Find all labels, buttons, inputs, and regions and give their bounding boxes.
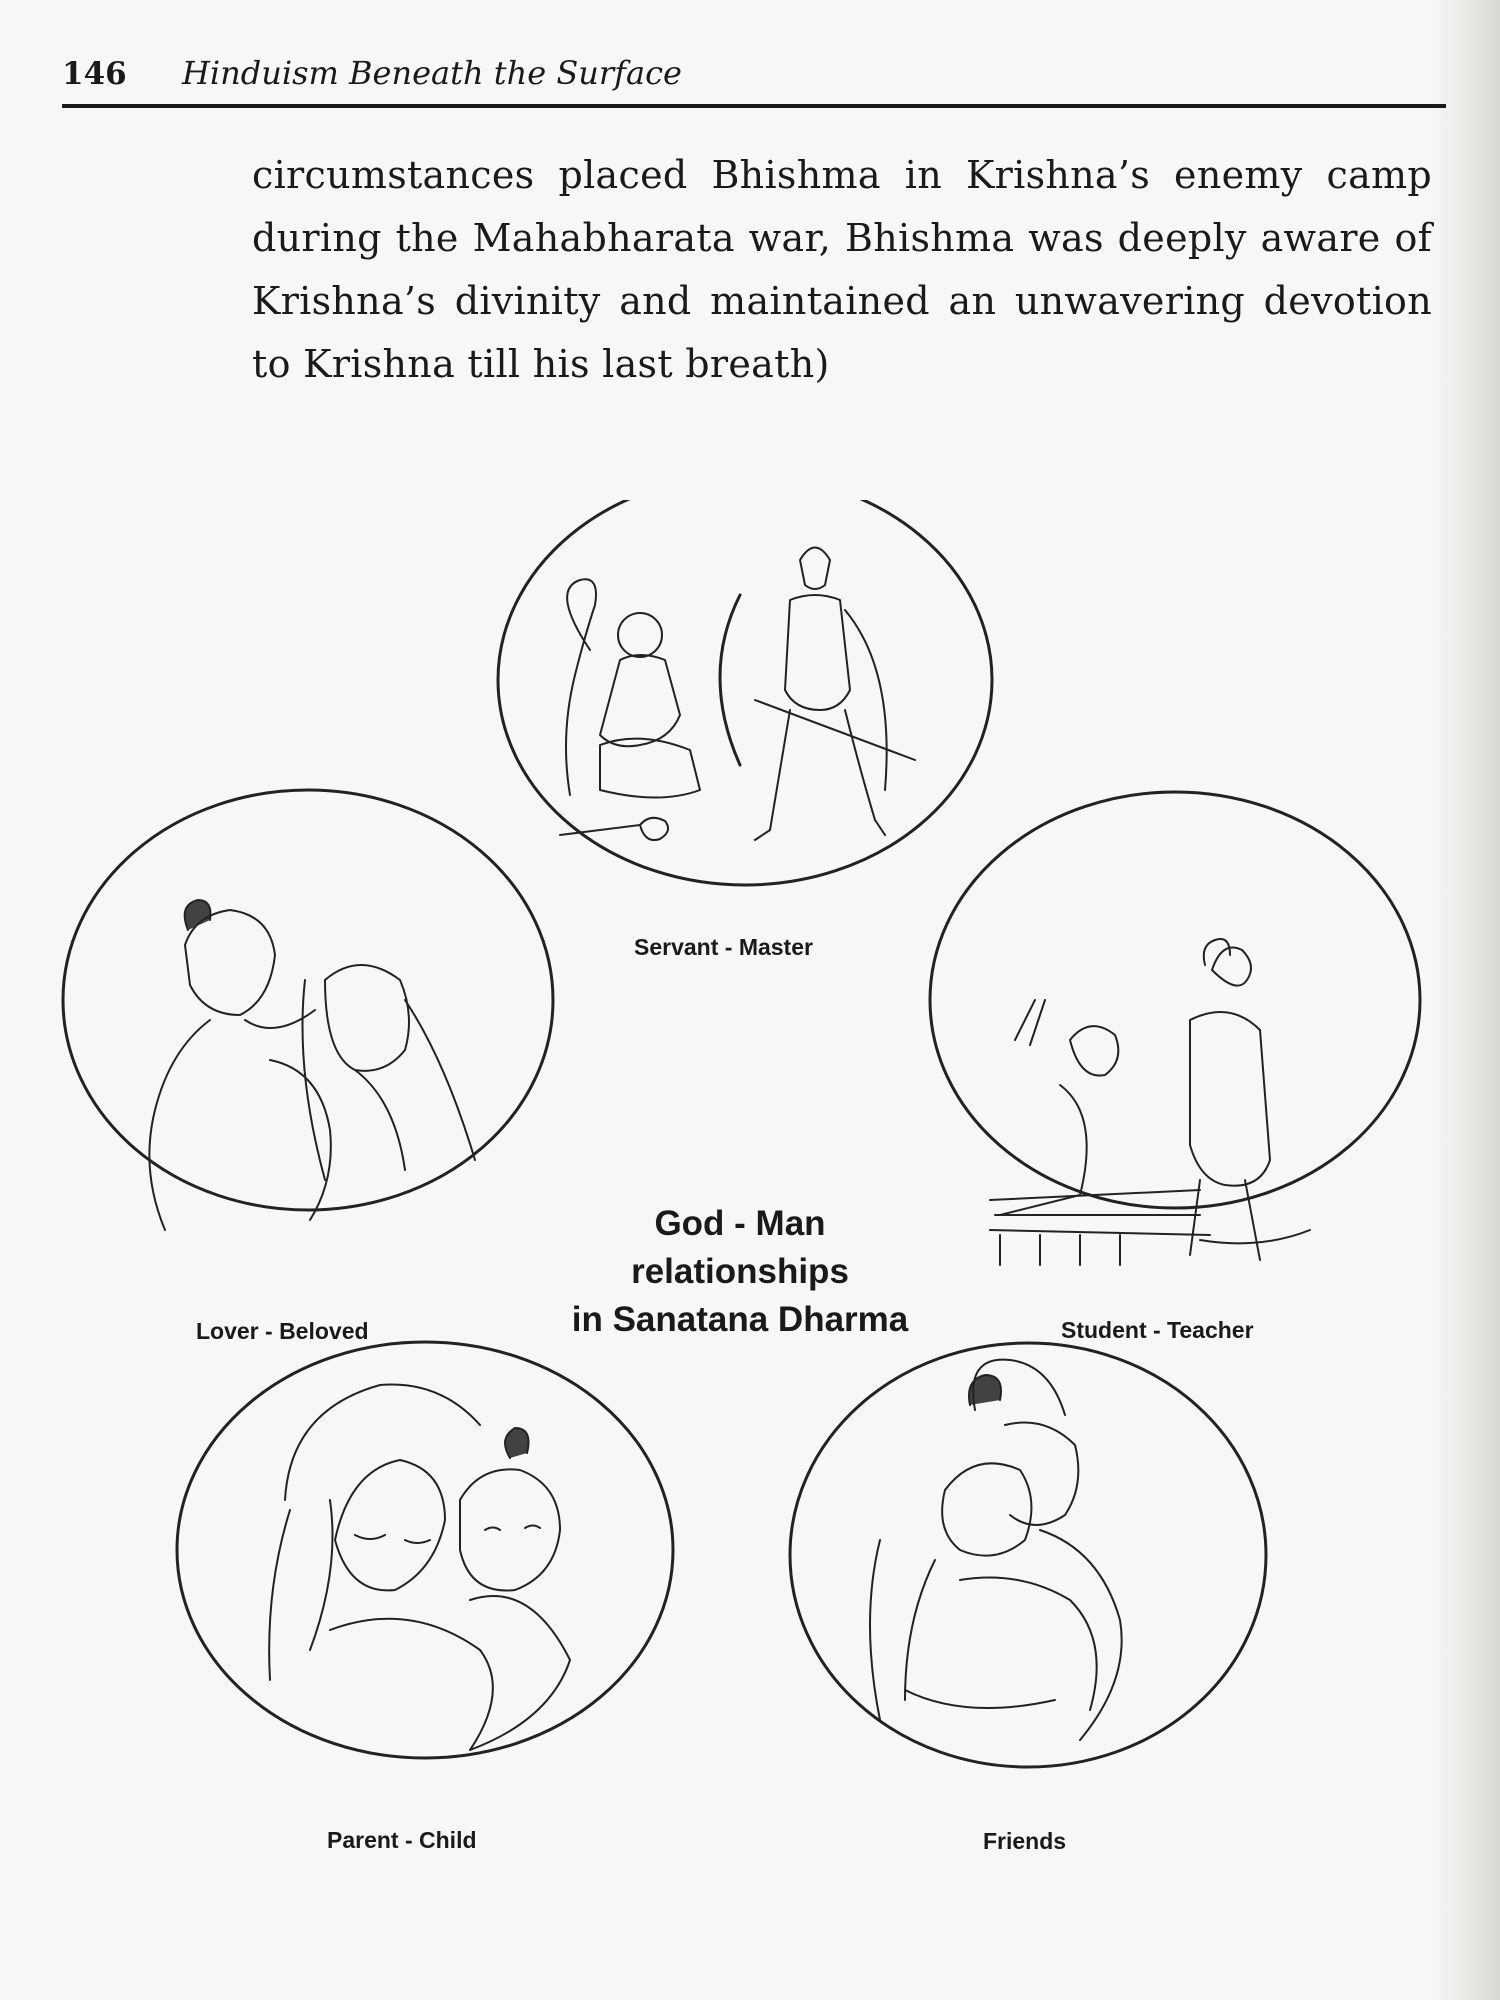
caption-parent-child: Parent - Child — [327, 1827, 477, 1853]
illustration-lover-beloved — [63, 790, 553, 1230]
running-header — [62, 50, 1442, 110]
page-number: 146 — [62, 56, 127, 92]
figure-title-line1: God - Man — [654, 1204, 826, 1243]
caption-lover-beloved: Lover - Beloved — [196, 1318, 369, 1344]
illustration-student-teacher — [930, 792, 1420, 1265]
header-rule — [62, 104, 1446, 108]
figure-title-line2: relationships — [631, 1252, 849, 1291]
running-title: Hinduism Beneath the Surface — [182, 54, 682, 92]
figure-title-line3: in Sanatana Dharma — [571, 1300, 909, 1339]
caption-servant-master: Servant - Master — [634, 934, 813, 960]
caption-student-teacher: Student - Teacher — [1061, 1317, 1254, 1343]
illustration-friends — [790, 1343, 1266, 1767]
illustration-servant-master — [498, 500, 992, 885]
relationships-figure — [0, 500, 1500, 1900]
body-paragraph: circumstances placed Bhishma in Krishna’s enemy camp during the Mahabharata war, Bhishma was deeply aware of Krishna’s divinity and maintained an unwavering devotion to Krishna till his last breath) — [252, 153, 1432, 386]
illustration-parent-child — [177, 1342, 673, 1758]
caption-friends: Friends — [983, 1828, 1067, 1854]
figure-title — [500, 1200, 980, 1344]
